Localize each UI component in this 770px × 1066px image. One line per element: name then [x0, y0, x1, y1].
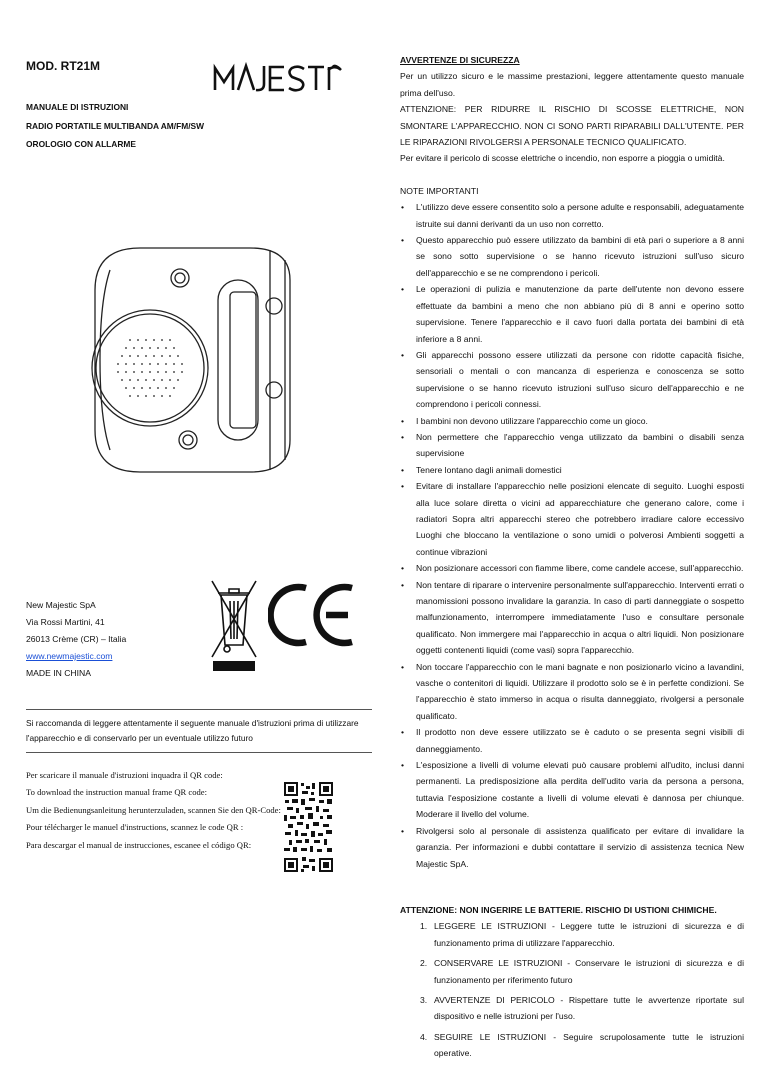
step-text: SEGUIRE LE ISTRUZIONI - Seguire scrupolosamente tutte le istruzioni operative.: [434, 1031, 744, 1059]
list-item: [400, 1029, 744, 1062]
list-item: • Tenere lontano dagli animali domestici: [400, 462, 744, 478]
list-item: • Il prodotto non deve essere utilizzato se è caduto o se presenta segni visibili di danneggiamento.: [400, 724, 744, 757]
list-item: • Non permettere che l'apparecchio venga utilizzato da bambini o disabili senza supervisione: [400, 429, 744, 462]
safety-title: AVVERTENZE DI SICUREZZA: [400, 55, 520, 65]
subtitle-line: RADIO PORTATILE MULTIBANDA AM/FM/SW: [26, 120, 205, 131]
right-column: [400, 52, 744, 1066]
recommendation-text: Si raccomanda di leggere attentamente il seguente manuale d'istruzioni prima di utilizzare l'apparecchio e di conservarlo per un eventuale utilizzo futuro: [26, 718, 359, 743]
ce-mark-icon: [268, 580, 358, 650]
list-item: • Gli apparecchi possono essere utilizzati da persone con ridotte capacità fisiche, sensoriali o mentali o con mancanza di esperienza e conoscenza se sotto supervisione o se hanno ricevuto istruzioni sull'uso sicuro dell'apparecchio e ne comprendono i pericoli connessi.: [400, 347, 744, 413]
step-text: LEGGERE LE ISTRUZIONI - Leggere tutte le istruzioni di sicurezza e di funzionamento prima di utilizzare l'apparecchio.: [434, 921, 744, 948]
list-item: • Questo apparecchio può essere utilizzato da bambini di età pari o superiore a 8 anni se sono sotto supervisione o se hanno ricevuto istruzioni sull'uso sicuro dell'apparecchio e se ne comprendono i pericoli.: [400, 232, 744, 281]
list-item: [400, 992, 744, 1025]
step-number: 3.: [420, 994, 428, 1005]
qr-code-icon[interactable]: [284, 782, 333, 872]
qr-instruction-line: Um die Bedienungsanleitung herunterzuladen, scannen Sie den QR-Code:: [26, 804, 281, 815]
list-item: • Non posizionare accessori con fiamme libere, come candele accese, sull'apparecchio.: [400, 560, 744, 576]
qr-instruction-line: To download the instruction manual frame QR code:: [26, 787, 208, 798]
subtitle-line: MANUALE DI ISTRUZIONI: [26, 102, 129, 112]
list-item: • Non toccare l'apparecchio con le mani bagnate e non posizionarlo vicino a lavandini, vasche o contenitori di liquidi. Utilizzare il prodotto solo se è in perfette condizioni. Se l'apparecchio è stato immerso in acqua o risulta danneggiato, rivolgersi a personale qualificato.: [400, 659, 744, 725]
portable-radio-illustration: [90, 240, 302, 480]
made-in-label: MADE IN CHINA: [26, 668, 91, 678]
step-text: AVVERTENZE DI PERICOLO - Rispettare tutte le avvertenze riportate sul dispositivo e nelle istruzioni per l'uso.: [434, 994, 744, 1022]
qr-instructions: [26, 767, 281, 854]
qr-instruction-line: Per scaricare il manuale d'istruzioni inquadra il QR code:: [26, 770, 223, 780]
step-number: 2.: [420, 958, 428, 969]
battery-warning-title: ATTENZIONE: NON INGERIRE LE BATTERIE. RISCHIO DI USTIONI CHIMICHE.: [400, 904, 717, 915]
manual-subtitle: [26, 98, 204, 154]
address-line: Via Rossi Martini, 41: [26, 617, 105, 627]
list-item: • Evitare di installare l'apparecchio nelle posizioni elencate di seguito. Luoghi esposti alla luce solare diretta o vicini ad apparecchiature che generano calore, come i radiatori Sopra altri apparecchi stereo che potrebbero irradiare calore eccessivo Luoghi che bloccano la ventilazione o sono umidi o polverosi Ambienti soggetti a continue vibrazioni: [400, 478, 744, 560]
safety-intro: Per un utilizzo sicuro e le massime prestazioni, leggere attentamente questo manuale prima dell'uso.: [400, 71, 744, 98]
list-item: • L'esposizione a livelli di volume elevati può causare problemi all'udito, inclusi danni permanenti. La predisposizione alla perdita dell'udito varia da persona a persona, tuttavia l'esposizione costante a livelli di volume elevati è dannosa per chiunque. Moderare il livello del volume.: [400, 757, 744, 823]
list-item: • I bambini non devono utilizzare l'apparecchio come un gioco.: [400, 413, 744, 429]
list-item: • L'utilizzo deve essere consentito solo a persone adulte e responsabili, adeguatamente istruite sui danni derivanti da un uso non corretto.: [400, 199, 744, 232]
notes-title: NOTE IMPORTANTI: [400, 185, 479, 196]
model-number: MOD. RT21M: [26, 59, 101, 73]
list-item: [400, 918, 744, 951]
safety-warning: ATTENZIONE: PER RIDURRE IL RISCHIO DI SCOSSE ELETTRICHE, NON SMONTARE L'APPARECCHIO. NON CI SONO PARTI RIPARABILI DALL'UTENTE. PER LE RIPARAZIONI RIVOLGERSI A PERSONALE TECNICO QUALIFICATO.: [400, 104, 744, 148]
safety-rain: Per evitare il pericolo di scosse elettriche o incendio, non esporre a pioggia o umidità.: [400, 153, 725, 164]
company-address: [26, 597, 126, 682]
crossed-bin-icon: [209, 575, 259, 675]
website-link[interactable]: www.newmajestic.com: [26, 651, 113, 661]
step-number: 1.: [420, 921, 428, 932]
recommendation-box: [26, 709, 372, 753]
address-line: New Majestic SpA: [26, 600, 96, 610]
list-item: [400, 955, 744, 988]
list-item: • Le operazioni di pulizia e manutenzione da parte dell'utente non devono essere effettuate da bambini a meno che non abbiano più di 8 anni e operino sotto supervisione. Tenere l'apparecchio e il cavo fuori dalla portata dei bambini di età inferiore a 8 anni.: [400, 281, 744, 347]
subtitle-line: OROLOGIO CON ALLARME: [26, 139, 136, 149]
qr-instruction-line: Pour télécharger le manuel d'instructions, scannez le code QR :: [26, 822, 244, 833]
step-number: 4.: [420, 1031, 428, 1042]
list-item: • Rivolgersi solo al personale di assistenza qualificato per evitare di invalidare la garanzia. Per informazioni e dubbi contattare il servizio di assistenza tecnica New Majestic SpA.: [400, 823, 744, 872]
step-text: CONSERVARE LE ISTRUZIONI - Conservare le istruzioni di sicurezza e di funzionamento per riferimento futuro: [434, 958, 744, 985]
majestic-logo: [212, 60, 342, 94]
notes-list: [400, 199, 744, 872]
qr-instruction-line: Para descargar el manual de instrucciones, escanee el código QR:: [26, 839, 252, 850]
instruction-steps: [400, 918, 744, 1061]
list-item: • Non tentare di riparare o intervenire personalmente sull'apparecchio. Interventi errati o manomissioni possono invalidare la garanzia. In caso di parti danneggiate o sospetto malfunzionamento, interrompere immediatamente l'uso e consultare personale qualificato. Non immergere mai l'apparecchio in acqua o altri liquidi. Non posizionare oggetti contenenti liquidi (come vasi) sopra l'apparecchio.: [400, 577, 744, 659]
address-line: 26013 Crème (CR) – Italia: [26, 634, 127, 644]
